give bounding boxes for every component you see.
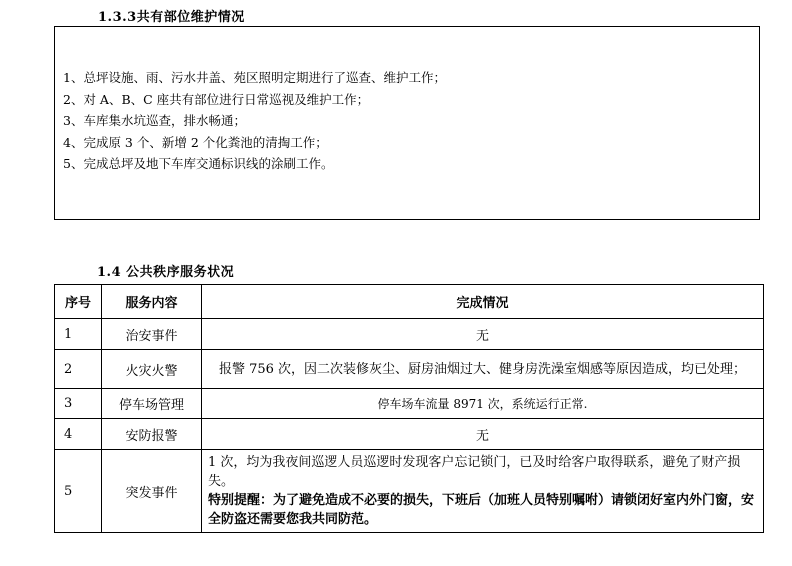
list-item: 4、完成原 3 个、新增 2 个化粪池的清掏工作； bbox=[63, 134, 328, 150]
table-row bbox=[55, 389, 764, 419]
list-item: 3、车库集水坑巡查，排水畅通； bbox=[63, 113, 246, 128]
special-notice: 特别提醒：为了避免造成不必要的损失，下班后（加班人员特别嘱咐）请锁闭好室内外门窗，安全防盗还需要您我共同防范。 bbox=[208, 493, 755, 527]
row-service: 安防报警 bbox=[102, 419, 202, 450]
row-service: 治安事件 bbox=[102, 319, 202, 350]
maintenance-list bbox=[63, 67, 446, 175]
row-detail-cell bbox=[202, 450, 764, 533]
table-row bbox=[55, 319, 764, 350]
row-no: 4 bbox=[55, 419, 102, 450]
header-service: 服务内容 bbox=[102, 285, 202, 319]
row-no: 5 bbox=[55, 450, 102, 533]
list-item: 5、完成总坪及地下车库交通标识线的涂刷工作。 bbox=[63, 156, 334, 171]
row-service: 火灾火警 bbox=[102, 350, 202, 389]
row-detail: 无 bbox=[202, 319, 764, 350]
list-item: 2、对 A、B、C 座共有部位进行日常巡视及维护工作； bbox=[63, 91, 370, 107]
row-no: 2 bbox=[55, 350, 102, 389]
section-title-public-order: 1.4 公共秩序服务状况 bbox=[97, 265, 235, 280]
list-item: 1、总坪设施、雨、污水井盖、苑区照明定期进行了巡查、维护工作； bbox=[63, 70, 446, 85]
row-service: 停车场管理 bbox=[102, 389, 202, 419]
row-service: 突发事件 bbox=[102, 450, 202, 533]
row-detail: 停车场车流量 8971 次，系统运行正常. bbox=[202, 389, 764, 419]
row-detail: 1 次，均为我夜间巡逻人员巡逻时发现客户忘记锁门，已及时给客户取得联系，避免了财产损失。 bbox=[208, 455, 741, 489]
row-no: 1 bbox=[55, 319, 102, 350]
public-order-table bbox=[54, 284, 764, 533]
row-no: 3 bbox=[55, 389, 102, 419]
common-area-box bbox=[54, 26, 760, 220]
table-row bbox=[55, 450, 764, 533]
header-no: 序号 bbox=[55, 285, 102, 319]
row-detail: 报警 756 次，因二次装修灰尘、厨房油烟过大、健身房洗澡室烟感等原因造成，均已处理； bbox=[202, 350, 764, 389]
row-detail: 无 bbox=[202, 419, 764, 450]
table-header-row bbox=[55, 285, 764, 319]
table-row bbox=[55, 350, 764, 389]
header-detail: 完成情况 bbox=[202, 285, 764, 319]
section-title-common-area: 1.3.3共有部位维护情况 bbox=[98, 10, 245, 25]
table-row bbox=[55, 419, 764, 450]
